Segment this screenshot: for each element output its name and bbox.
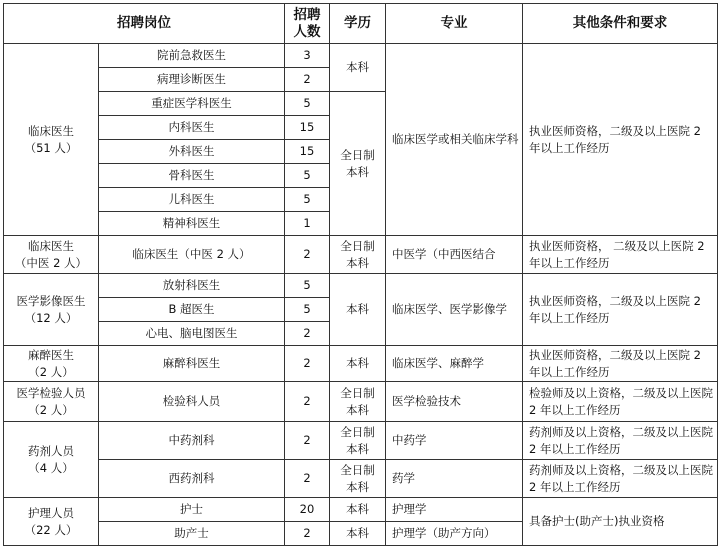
count-cell: 2 (285, 68, 330, 92)
group-name: 医学影像医生 (16, 293, 86, 308)
position-cell: 护士 (99, 498, 285, 522)
count-cell: 3 (285, 44, 330, 68)
major-cell: 中医学（中西医结合 (386, 236, 523, 274)
requirement-cell: 具备护士(助产士)执业资格 (523, 498, 718, 546)
major-cell: 临床医学、麻醉学 (386, 346, 523, 382)
count-cell: 20 (285, 498, 330, 522)
group-name: 医学检验人员 (16, 385, 86, 400)
position-cell: 临床医生（中医 2 人） (99, 236, 285, 274)
education-cell (330, 422, 386, 460)
major-cell: 临床医学、医学影像学 (386, 274, 523, 346)
position-cell: 精神科医生 (99, 212, 285, 236)
education-line1: 全日制 (340, 238, 375, 253)
education-cell (330, 382, 386, 422)
education-line1: 全日制 (340, 462, 375, 477)
count-cell: 2 (285, 422, 330, 460)
header-major: 专业 (386, 4, 523, 44)
group-total: （中医 2 人） (14, 255, 88, 270)
table-row (4, 346, 718, 382)
position-cell: 西药剂科 (99, 460, 285, 498)
count-cell: 1 (285, 212, 330, 236)
count-cell: 5 (285, 188, 330, 212)
group-cell (4, 236, 99, 274)
count-cell: 5 (285, 92, 330, 116)
header-count (285, 4, 330, 44)
education-line1: 本科 (346, 60, 369, 75)
group-total: （4 人） (28, 460, 74, 475)
education-line2: 本科 (346, 255, 369, 270)
requirement-cell: 执业医师资格， 二级及以上医院 2 年以上工作经历 (523, 236, 718, 274)
group-cell (4, 498, 99, 546)
education-cell (330, 460, 386, 498)
requirement-cell: 药剂师及以上资格，二级及以上医院 2 年以上工作经历 (523, 460, 718, 498)
table-row (4, 236, 718, 274)
header-row (4, 4, 718, 44)
group-name: 麻醉医生 (28, 347, 74, 362)
count-cell: 2 (285, 522, 330, 546)
major-cell: 药学 (386, 460, 523, 498)
header-requirements: 其他条件和要求 (523, 4, 718, 44)
count-cell: 5 (285, 298, 330, 322)
group-total: （12 人） (24, 310, 78, 325)
position-cell: 放射科医生 (99, 274, 285, 298)
position-cell: 心电、脑电图医生 (99, 322, 285, 346)
group-total: （2 人） (28, 364, 74, 379)
education-cell (330, 44, 386, 92)
header-position: 招聘岗位 (4, 4, 285, 44)
position-cell: 麻醉科医生 (99, 346, 285, 382)
group-total: （22 人） (24, 522, 78, 537)
group-name: 临床医生 (28, 123, 74, 138)
count-cell: 15 (285, 140, 330, 164)
requirement-cell: 执业医师资格，二级及以上医院 2 年以上工作经历 (523, 346, 718, 382)
requirement-cell: 检验师及以上资格，二级及以上医院 2 年以上工作经历 (523, 382, 718, 422)
group-total: （2 人） (28, 402, 74, 417)
position-cell: 院前急救医生 (99, 44, 285, 68)
header-count-line1: 招聘 (293, 6, 321, 23)
group-name: 临床医生 (28, 238, 74, 253)
education-line2: 本科 (346, 479, 369, 494)
count-cell: 15 (285, 116, 330, 140)
position-cell: B 超医生 (99, 298, 285, 322)
education-cell: 本科 (330, 346, 386, 382)
education-line1: 全日制 (340, 385, 375, 400)
count-cell: 2 (285, 460, 330, 498)
major-cell: 医学检验技术 (386, 382, 523, 422)
position-cell: 病理诊断医生 (99, 68, 285, 92)
education-cell: 本科 (330, 274, 386, 346)
count-cell: 2 (285, 382, 330, 422)
header-education: 学历 (330, 4, 386, 44)
position-cell: 检验科人员 (99, 382, 285, 422)
count-cell: 2 (285, 346, 330, 382)
requirement-cell: 药剂师及以上资格，二级及以上医院 2 年以上工作经历 (523, 422, 718, 460)
education-cell (330, 236, 386, 274)
table-row (4, 498, 718, 522)
major-cell: 护理学 (386, 498, 523, 522)
group-cell (4, 44, 99, 236)
major-cell: 中药学 (386, 422, 523, 460)
count-cell: 5 (285, 164, 330, 188)
group-total: （51 人） (24, 140, 78, 155)
position-cell: 儿科医生 (99, 188, 285, 212)
position-cell: 中药剂科 (99, 422, 285, 460)
count-cell: 5 (285, 274, 330, 298)
recruitment-table (3, 3, 718, 546)
education-line2: 本科 (346, 402, 369, 417)
major-cell: 护理学（助产方向） (386, 522, 523, 546)
requirement-cell: 执业医师资格，二级及以上医院 2 年以上工作经历 (523, 44, 718, 236)
position-cell: 重症医学科医生 (99, 92, 285, 116)
group-name: 护理人员 (28, 505, 74, 520)
education-line2: 本科 (346, 164, 369, 179)
table-row (4, 44, 718, 68)
table-row (4, 382, 718, 422)
group-cell (4, 382, 99, 422)
requirement-cell: 执业医师资格，二级及以上医院 2 年以上工作经历 (523, 274, 718, 346)
table-row (4, 460, 718, 498)
header-count-line2: 人数 (293, 23, 321, 40)
group-name: 药剂人员 (28, 443, 74, 458)
position-cell: 骨科医生 (99, 164, 285, 188)
group-cell (4, 346, 99, 382)
position-cell: 助产士 (99, 522, 285, 546)
group-cell (4, 422, 99, 498)
position-cell: 外科医生 (99, 140, 285, 164)
education-cell: 本科 (330, 522, 386, 546)
position-cell: 内科医生 (99, 116, 285, 140)
count-cell: 2 (285, 236, 330, 274)
table-row (4, 422, 718, 460)
education-line1: 全日制 (340, 147, 375, 162)
count-cell: 2 (285, 322, 330, 346)
group-cell (4, 274, 99, 346)
table-row (4, 274, 718, 298)
education-line2: 本科 (346, 441, 369, 456)
major-cell: 临床医学或相关临床学科 (386, 44, 523, 236)
education-cell (330, 92, 386, 236)
education-line1: 全日制 (340, 424, 375, 439)
education-cell: 本科 (330, 498, 386, 522)
